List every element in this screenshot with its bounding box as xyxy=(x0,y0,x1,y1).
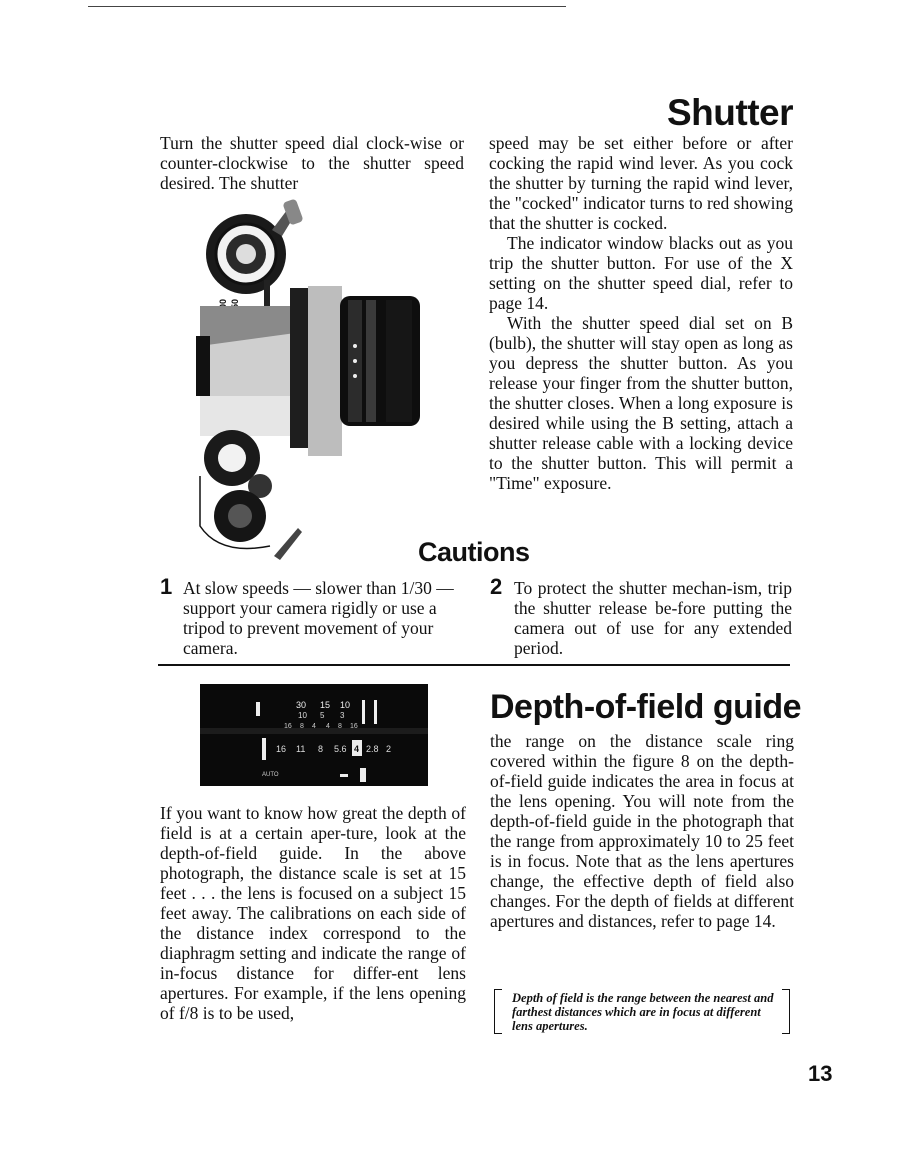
aperture-2: 2 xyxy=(386,744,392,754)
aperture-16: 16 xyxy=(276,744,287,754)
aperture-4: 4 xyxy=(354,744,360,754)
shutter-right-paragraph-1: speed may be set either before or after cocking the rapid wind lever. As you cock the shutter by turning the rapid wind lever, the "cocked" indicator turns to red showing that the shutter is cocked. xyxy=(489,133,793,233)
top-rule xyxy=(88,6,566,7)
dof-right-paragraph: the range on the distance scale ring covered within the figure 8 on the depth-of-field guide indicates the area in focus at the lens opening. You will note from the depth-of-field guide in the photograph that the range from approximately 10 to 25 feet is in focus. Note that as the lens apertures change, the effective depth of field also changes. For the depth of fields at different apertures and distances, refer to page 14. xyxy=(490,731,794,931)
dof-left-paragraph: If you want to know how great the depth of field is at a certain aper-ture, look at the depth-of-field guide. In the above photograph, the distance scale is set at 15 feet . . . the lens is focused on a subject 15 feet away. The calibrations on each side of the distance index correspond to the diaphragm setting and indicate the range of in-focus distance for differ-ent lens apertures. For example, if the lens opening of f/8 is to be used, xyxy=(160,803,466,1023)
shutter-left-paragraph: Turn the shutter speed dial clock-wise or counter-clockwise to the shutter speed desired. The shutter xyxy=(160,133,464,193)
distance-3: 3 xyxy=(340,711,345,720)
shutter-left-text xyxy=(160,133,464,193)
note-bracket-left xyxy=(494,989,502,1034)
aperture-2-8: 2.8 xyxy=(366,744,379,754)
caution-2-text xyxy=(514,578,792,658)
distance-30: 30 xyxy=(296,700,307,710)
aperture-11: 11 xyxy=(296,744,306,754)
shutter-right-paragraph-3: With the shutter speed dial set on B (bulb), the shutter will stay open as long as you depress the shutter button. As you release your finger from the shutter button, the shutter closes. When a long exposure is desired while using the B setting, attach a shutter release cable with a locking device to the shutter button. This will permit a "Time" exposure. xyxy=(489,313,793,493)
aperture-8: 8 xyxy=(318,744,324,754)
dof-mark-16-right: 16 xyxy=(350,723,358,730)
caution-1-text xyxy=(183,578,466,658)
caution-2-number: 2 xyxy=(490,574,503,599)
aperture-5-6: 5.6 xyxy=(334,744,347,754)
section-divider xyxy=(158,664,790,666)
caution-1-number: 1 xyxy=(160,574,173,599)
dof-right-text xyxy=(490,731,794,931)
cautions-heading: Cautions xyxy=(418,537,530,567)
distance-10: 10 xyxy=(340,700,351,710)
dof-mark-4-right: 4 xyxy=(326,723,330,730)
distance-5: 5 xyxy=(320,711,325,720)
dof-mark-8-left: 8 xyxy=(300,723,304,730)
lens-scale-photo xyxy=(200,684,428,786)
camera-top-photo xyxy=(190,196,450,566)
note-text: Depth of field is the range between the nearest and farthest distances which are in focus at different lens apertures. xyxy=(512,991,774,1033)
shutter-right-paragraph-2: The indicator window blacks out as you trip the shutter button. For use of the X setting on the shutter speed dial, refer to page 14. xyxy=(489,233,793,313)
dof-definition-note xyxy=(494,989,790,1034)
note-bracket-right xyxy=(782,989,790,1034)
dof-left-text xyxy=(160,803,466,1023)
auto-label: AUTO xyxy=(262,772,279,778)
page-number: 13 xyxy=(808,1061,833,1086)
distance-15: 15 xyxy=(320,700,331,710)
dof-mark-8-right: 8 xyxy=(338,723,342,730)
shutter-heading: Shutter xyxy=(667,92,793,133)
caution-1-paragraph: At slow speeds — slower than 1/30 — support your camera rigidly or use a tripod to prevent movement of your camera. xyxy=(183,578,454,658)
dof-mark-16-left: 16 xyxy=(284,723,292,730)
caution-2-paragraph: To protect the shutter mechan-ism, trip the shutter release be-fore putting the camera out of use for any extended period. xyxy=(514,578,792,658)
distance-10b: 10 xyxy=(298,711,307,720)
dof-mark-4-left: 4 xyxy=(312,723,316,730)
dof-heading: Depth-of-field guide xyxy=(490,688,802,726)
shutter-right-text xyxy=(489,133,793,493)
